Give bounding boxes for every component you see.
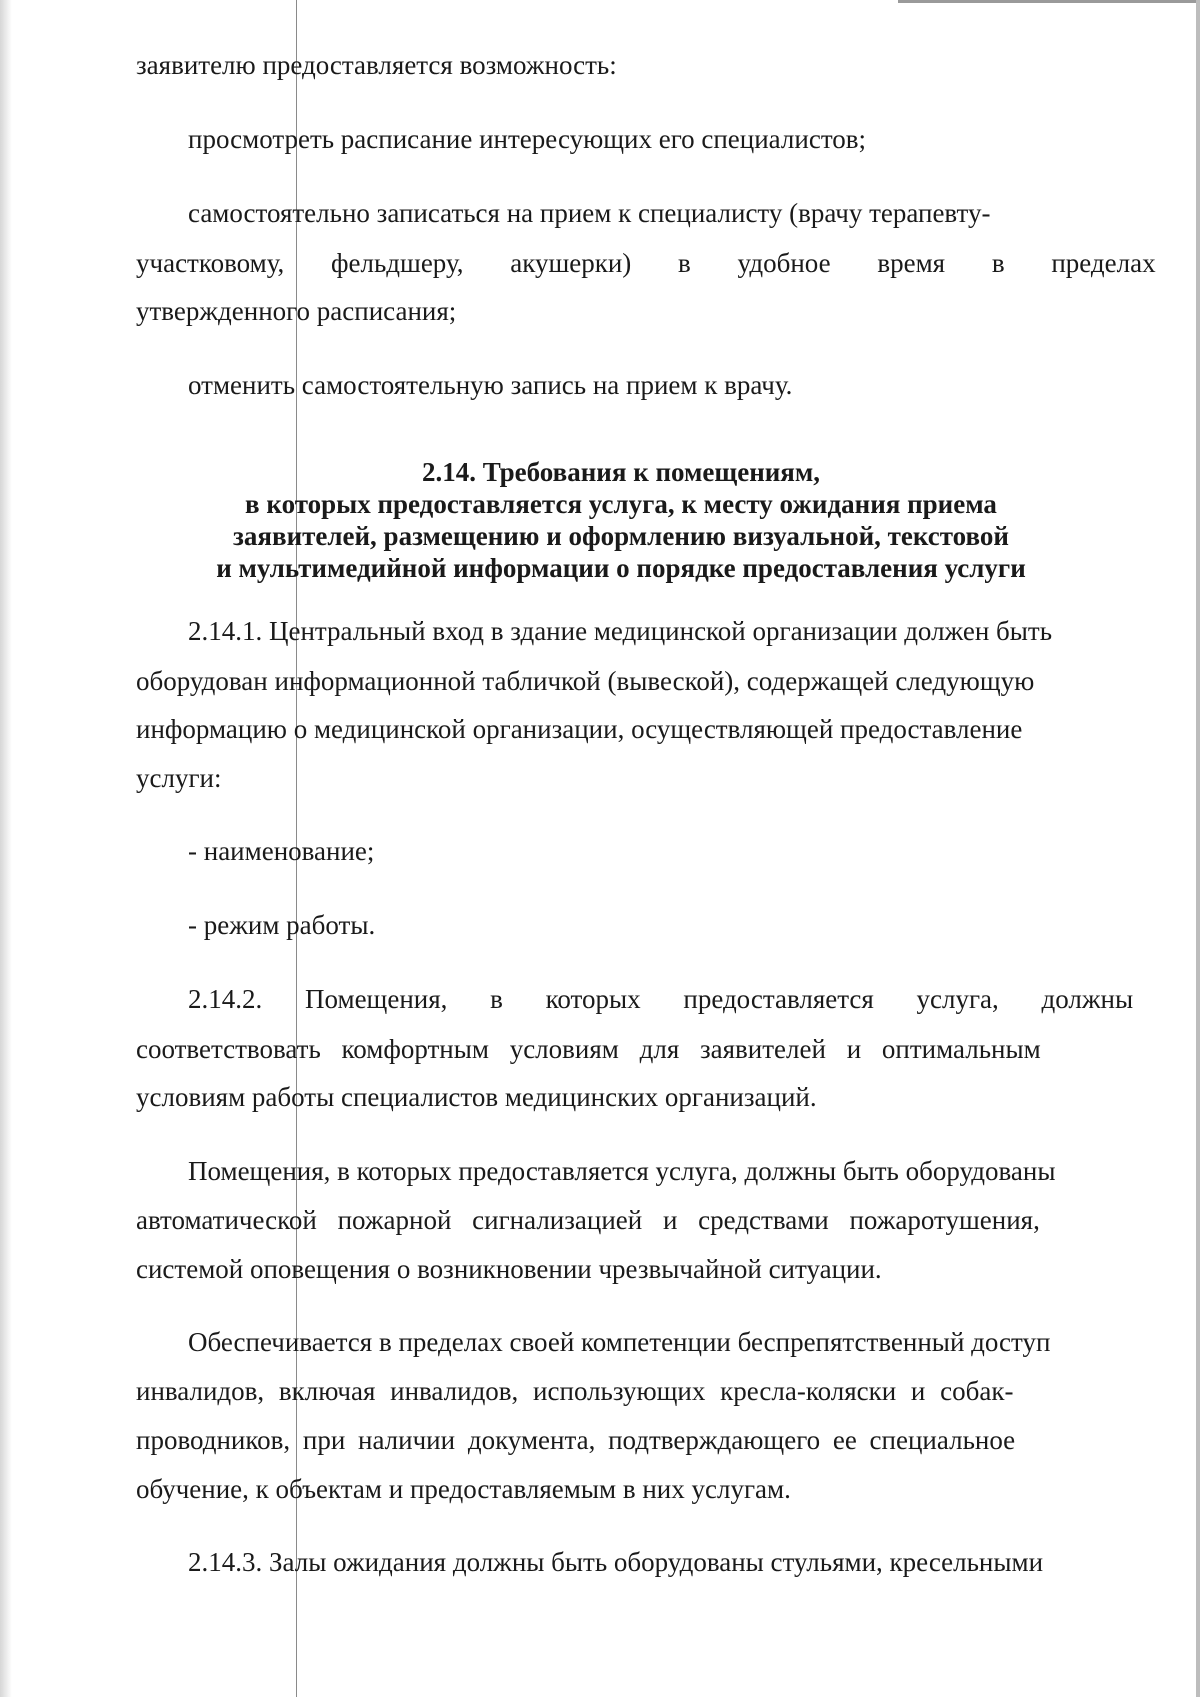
p-access-line-3: [136, 1423, 1106, 1457]
p-access-line-2-text: инвалидов, включая инвалидов, использующих кресла-коляски и собак-: [136, 1376, 1014, 1406]
section-heading-line-3: заявителей, размещению и оформлению визуальной, текстовой: [233, 521, 1009, 551]
scan-top-edge: [898, 0, 1200, 3]
option-book-line-1-text: самостоятельно записаться на прием к специалисту (врачу терапевту-: [188, 198, 991, 228]
p2142-line-2: [136, 1032, 1106, 1066]
p-access-line-2: [136, 1374, 1106, 1408]
option-cancel: отменить самостоятельную запись на прием к врачу.: [188, 370, 793, 400]
p-access-line-4: обучение, к объектам и предоставляемым в них услугам.: [136, 1474, 791, 1504]
list-item-name: - наименование;: [188, 836, 375, 866]
p2143-line-1: 2.14.3. Залы ожидания должны быть оборудованы стульями, кресельными: [188, 1547, 1044, 1577]
section-heading: [136, 456, 1106, 584]
p2142-line-1: [136, 982, 1134, 1016]
section-heading-line-4: и мультимедийной информации о порядке предоставления услуги: [216, 553, 1026, 583]
p2141-line-4: услуги:: [136, 763, 222, 793]
p-access-line-3-text: проводников, при наличии документа, подтверждающего ее специальное: [136, 1425, 1016, 1455]
list-item-hours: - режим работы.: [188, 910, 376, 940]
p2141-line-2: оборудован информационной табличкой (вывеской), содержащей следующую: [136, 666, 1035, 696]
section-heading-line-2: в которых предоставляется услуга, к месту ожидания приема: [245, 489, 997, 519]
p-fire-line-2-text: автоматической пожарной сигнализацией и средствами пожаротушения,: [136, 1205, 1040, 1235]
scan-left-shadow: [0, 0, 12, 1697]
option-book-line-2-text: участковому, фельдшеру, акушерки) в удобное время в пределах: [136, 248, 1156, 278]
p2141-line-3: информацию о медицинской организации, осуществляющей предоставление: [136, 714, 1023, 744]
p2142-line-2-text: соответствовать комфортным условиям для заявителей и оптимальным: [136, 1034, 1041, 1064]
option-book-line-2: [136, 246, 1156, 280]
scan-right-edge: [1196, 0, 1200, 1697]
p-fire-line-3: системой оповещения о возникновении чрезвычайной ситуации.: [136, 1254, 882, 1284]
option-book-line-3: утвержденного расписания;: [136, 296, 457, 326]
p-access-line-1: Обеспечивается в пределах своей компетенции беспрепятственный доступ: [188, 1327, 1051, 1357]
section-heading-line-1: 2.14. Требования к помещениям,: [421, 457, 821, 487]
p2141-line-1: 2.14.1. Центральный вход в здание медицинской организации должен быть: [188, 616, 1053, 646]
p2142-line-3: условиям работы специалистов медицинских организаций.: [136, 1082, 817, 1112]
p-fire-line-1: Помещения, в которых предоставляется услуга, должны быть оборудованы: [188, 1156, 1056, 1186]
option-book-line-1: [136, 196, 1106, 230]
p2142-line-1-text: 2.14.2. Помещения, в которых предоставляется услуга, должны: [188, 984, 1134, 1014]
p-fire-line-2: [136, 1203, 1106, 1237]
option-view-schedule: просмотреть расписание интересующих его специалистов;: [188, 124, 867, 154]
intro-line: заявителю предоставляется возможность:: [136, 50, 617, 80]
